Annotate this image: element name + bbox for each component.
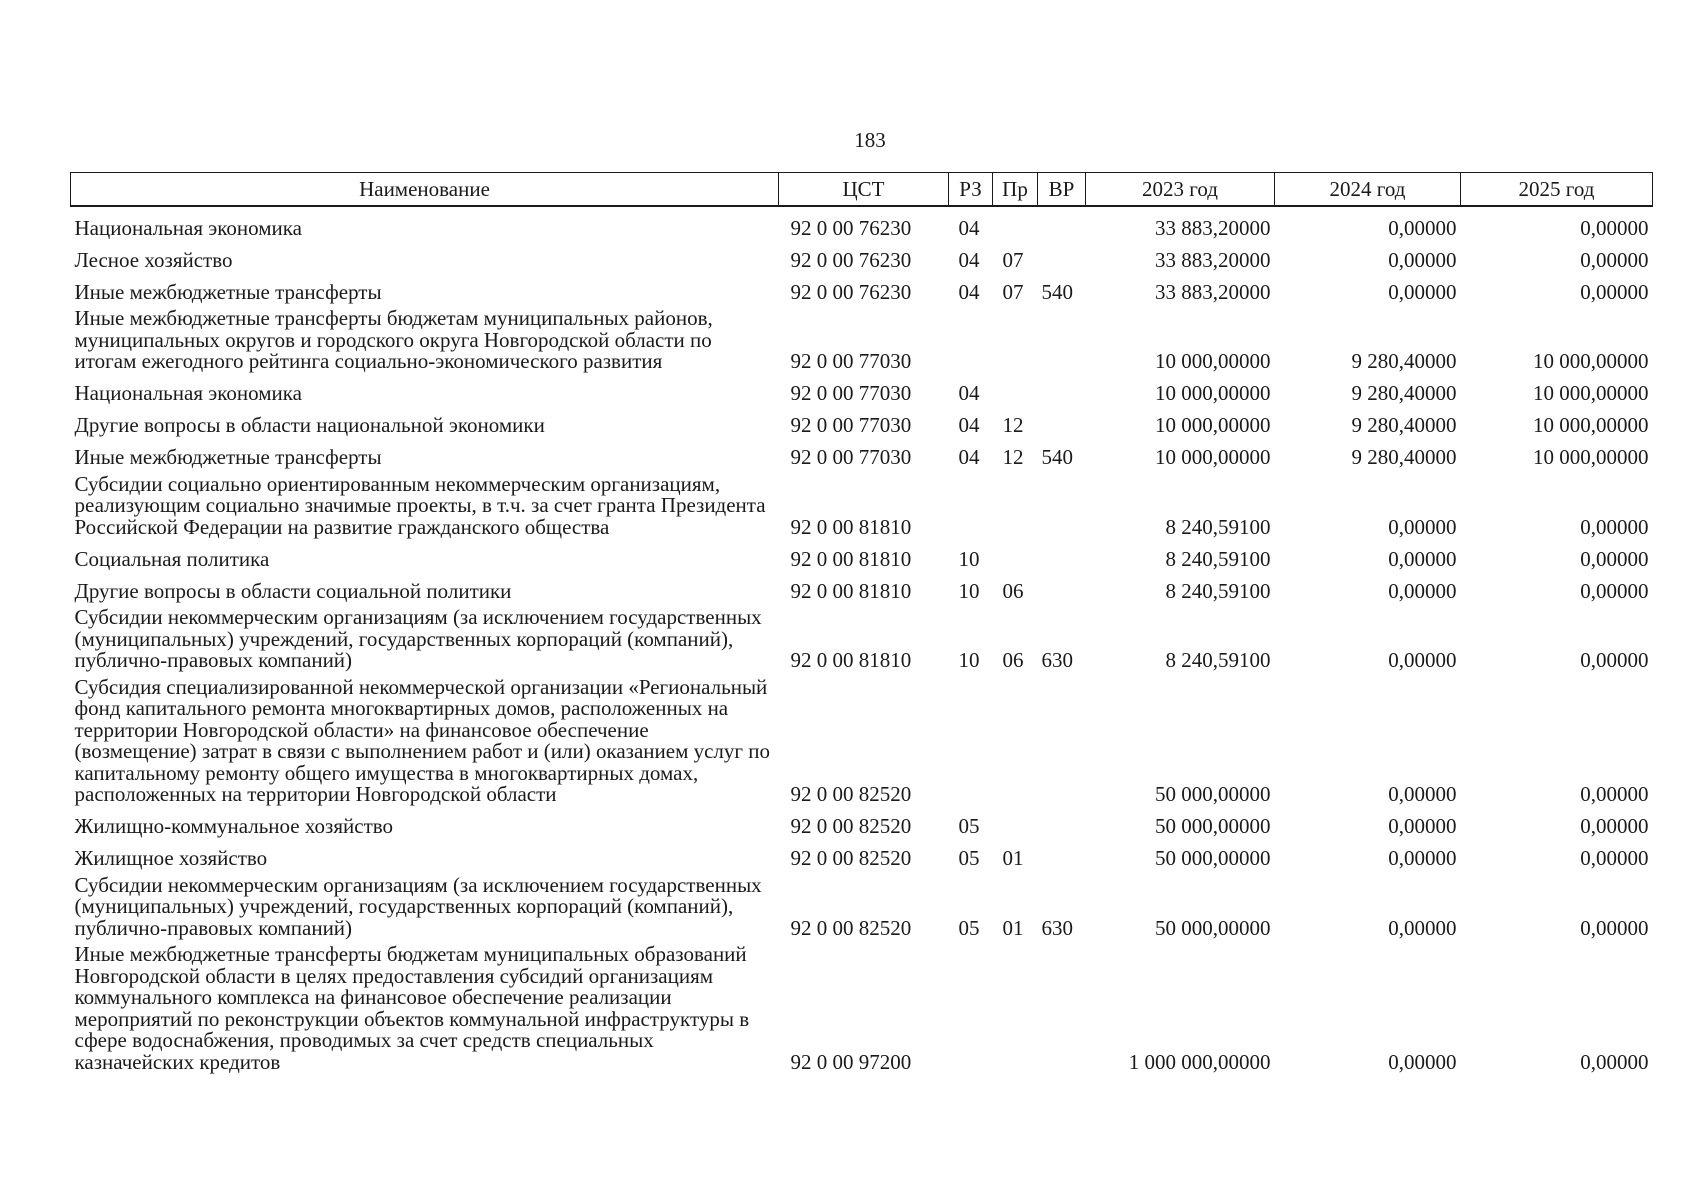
cell-pr (993, 303, 1038, 373)
table-header-row (71, 173, 1653, 207)
table-row (71, 373, 1653, 405)
cell-year-2023: 33 883,20000 (1155, 247, 1271, 272)
header-name: Наименование (71, 173, 779, 207)
cell-cst: 92 0 00 82520 (790, 782, 912, 806)
table-row (71, 602, 1653, 672)
cell-year-2023: 50 000,00000 (1155, 814, 1271, 838)
cell-rz: 10 (958, 546, 980, 571)
cell-year-2023: 50 000,00000 (1155, 782, 1271, 806)
cell-year-2023: 8 240,59100 (1165, 514, 1271, 539)
table-row (71, 469, 1653, 539)
header-vr: ВР (1038, 173, 1086, 207)
table-row (71, 271, 1653, 303)
cell-vr (1038, 373, 1086, 405)
cell-year-2025: 0,00000 (1580, 648, 1649, 672)
header-2024: 2024 год (1275, 173, 1461, 207)
cell-year-2025: 0,00000 (1580, 915, 1649, 940)
cell-year-2025: 0,00000 (1580, 279, 1649, 304)
cell-year-2025: 0,00000 (1580, 215, 1649, 240)
cell-year-2025: 0,00000 (1580, 247, 1649, 272)
cell-name: Лесное хозяйство (74, 247, 233, 272)
cell-year-2023: 1 000 000,00000 (1128, 1049, 1271, 1074)
cell-rz: 05 (958, 915, 980, 940)
cell-rz: 10 (958, 648, 980, 672)
cell-year-2024: 0,00000 (1388, 846, 1457, 870)
cell-rz: 04 (958, 445, 980, 469)
cell-rz: 05 (958, 846, 980, 870)
cell-year-2023: 8 240,59100 (1165, 648, 1271, 672)
cell-rz: 10 (958, 578, 980, 603)
cell-name: Другие вопросы в области национальной экономики (74, 413, 545, 437)
cell-year-2025: 0,00000 (1580, 514, 1649, 539)
cell-name: Другие вопросы в области социальной политики (74, 578, 512, 603)
cell-rz: 05 (958, 814, 980, 838)
cell-pr: 12 (1002, 413, 1024, 437)
cell-year-2023: 50 000,00000 (1155, 846, 1271, 870)
cell-year-2023: 50 000,00000 (1155, 915, 1271, 940)
cell-cst: 92 0 00 81810 (790, 514, 912, 539)
cell-vr (1038, 672, 1086, 806)
cell-name: Социальная политика (74, 546, 270, 571)
table-row (71, 239, 1653, 271)
cell-pr: 01 (1002, 915, 1024, 940)
cell-rz (949, 672, 993, 806)
cell-rz: 04 (958, 413, 980, 437)
cell-cst: 92 0 00 81810 (790, 546, 912, 571)
cell-year-2023: 10 000,00000 (1155, 413, 1271, 437)
cell-cst: 92 0 00 82520 (790, 846, 912, 870)
cell-year-2024: 0,00000 (1388, 648, 1457, 672)
cell-pr: 07 (1002, 279, 1024, 304)
cell-pr: 06 (1002, 578, 1024, 603)
cell-vr (1038, 469, 1086, 539)
cell-year-2025: 0,00000 (1580, 846, 1649, 870)
cell-cst: 92 0 00 77030 (790, 413, 912, 437)
cell-year-2024: 0,00000 (1388, 279, 1457, 304)
cell-pr (993, 373, 1038, 405)
table-row (71, 870, 1653, 940)
cell-pr (993, 538, 1038, 570)
header-cst: ЦСТ (779, 173, 949, 207)
cell-year-2025: 10 000,00000 (1533, 445, 1649, 469)
cell-cst: 92 0 00 77030 (790, 381, 912, 405)
cell-rz: 04 (958, 279, 980, 304)
cell-name: Национальная экономика (74, 381, 302, 405)
cell-year-2024: 0,00000 (1388, 215, 1457, 240)
cell-year-2023: 8 240,59100 (1165, 578, 1271, 603)
table-body (71, 206, 1653, 1073)
cell-pr (993, 469, 1038, 539)
table-row (71, 838, 1653, 870)
cell-vr (1038, 806, 1086, 838)
cell-vr (1038, 570, 1086, 602)
cell-rz: 04 (958, 381, 980, 405)
cell-year-2024: 9 280,40000 (1351, 413, 1457, 437)
cell-pr: 12 (1002, 445, 1024, 469)
cell-year-2024: 0,00000 (1388, 782, 1457, 806)
cell-year-2024: 0,00000 (1388, 814, 1457, 838)
table-row (71, 538, 1653, 570)
table-row (71, 806, 1653, 838)
cell-rz: 04 (958, 215, 980, 240)
cell-year-2023: 33 883,20000 (1155, 215, 1271, 240)
cell-rz: 04 (958, 247, 980, 272)
cell-name: Иные межбюджетные трансферты бюджетам муниципальных районов, муниципальных округов и городского округа Новгородской области по итогам ежегодного рейтинга социально-экономического развития (74, 306, 713, 373)
header-pr: Пр (993, 173, 1038, 207)
cell-year-2024: 0,00000 (1388, 1049, 1457, 1074)
cell-year-2024: 0,00000 (1388, 247, 1457, 272)
budget-table (70, 172, 1653, 1073)
cell-cst: 92 0 00 97200 (790, 1049, 912, 1074)
cell-rz (949, 303, 993, 373)
cell-year-2025: 0,00000 (1580, 814, 1649, 838)
cell-vr (1038, 239, 1086, 271)
header-rz: РЗ (949, 173, 993, 207)
table-row (71, 672, 1653, 806)
cell-year-2025: 0,00000 (1580, 1049, 1649, 1074)
cell-pr: 07 (1002, 247, 1024, 272)
cell-year-2023: 10 000,00000 (1155, 445, 1271, 469)
cell-name: Субсидии социально ориентированным некоммерческим организациям, реализующим социально значимые проекты, в т.ч. за счет гранта Президента Российской Федерации на развитие гражданского общества (74, 471, 766, 539)
cell-name: Иные межбюджетные трансферты (74, 279, 382, 304)
cell-cst: 92 0 00 81810 (790, 648, 912, 672)
cell-vr (1038, 405, 1086, 437)
cell-name: Субсидии некоммерческим организациям (за исключением государственных (муниципальных) учреждений, государственных корпораций (компаний), публично-правовых компаний) (74, 605, 762, 672)
cell-year-2024: 0,00000 (1388, 578, 1457, 603)
cell-name: Субсидии некоммерческим организациям (за исключением государственных (муниципальных) учреждений, государственных корпораций (компаний), публично-правовых компаний) (74, 872, 762, 940)
cell-cst: 92 0 00 82520 (790, 814, 912, 838)
cell-vr (1038, 939, 1086, 1073)
cell-year-2025: 10 000,00000 (1533, 349, 1649, 373)
cell-year-2023: 33 883,20000 (1155, 279, 1271, 304)
cell-vr (1038, 206, 1086, 239)
cell-pr (993, 206, 1038, 239)
cell-vr (1038, 303, 1086, 373)
cell-cst: 92 0 00 77030 (790, 445, 912, 469)
table-row (71, 570, 1653, 602)
cell-year-2023: 8 240,59100 (1165, 546, 1271, 571)
cell-name: Национальная экономика (74, 215, 302, 240)
header-2025: 2025 год (1461, 173, 1653, 207)
cell-year-2024: 0,00000 (1388, 514, 1457, 539)
cell-cst: 92 0 00 82520 (790, 915, 912, 940)
cell-year-2023: 10 000,00000 (1155, 349, 1271, 373)
cell-year-2025: 0,00000 (1580, 782, 1649, 806)
cell-cst: 92 0 00 77030 (790, 349, 912, 373)
cell-year-2024: 9 280,40000 (1351, 349, 1457, 373)
cell-rz (949, 469, 993, 539)
cell-year-2023: 10 000,00000 (1155, 381, 1271, 405)
cell-pr (993, 939, 1038, 1073)
table-row (71, 303, 1653, 373)
cell-name: Иные межбюджетные трансферты (74, 445, 382, 469)
cell-cst: 92 0 00 76230 (790, 279, 912, 304)
cell-cst: 92 0 00 76230 (790, 247, 912, 272)
cell-pr (993, 672, 1038, 806)
cell-cst: 92 0 00 81810 (790, 578, 912, 603)
cell-year-2025: 10 000,00000 (1533, 381, 1649, 405)
cell-year-2025: 10 000,00000 (1533, 413, 1649, 437)
cell-pr: 06 (1002, 648, 1024, 672)
cell-pr: 01 (1002, 846, 1024, 870)
cell-year-2024: 9 280,40000 (1351, 445, 1457, 469)
table-row (71, 206, 1653, 239)
cell-vr (1038, 838, 1086, 870)
cell-rz (949, 939, 993, 1073)
cell-year-2025: 0,00000 (1580, 546, 1649, 571)
cell-vr (1038, 538, 1086, 570)
cell-year-2024: 0,00000 (1388, 546, 1457, 571)
budget-table-container (70, 172, 1652, 1073)
cell-name: Субсидия специализированной некоммерческой организации «Региональный фонд капитального ремонта многоквартирных домов, расположенных на территории Новгородской области» на финансовое обеспечение (возмещение) затрат в связи с выполнением работ и (или) оказанием услуг по капитальному ремонту общего имущества в многоквартирных домах, расположенных на территории Новгородской области (74, 674, 771, 806)
cell-name: Жилищно-коммунальное хозяйство (74, 814, 394, 838)
page-number: 183 (854, 128, 886, 152)
cell-year-2025: 0,00000 (1580, 578, 1649, 603)
table-row (71, 405, 1653, 437)
header-2023: 2023 год (1086, 173, 1275, 207)
cell-vr: 630 (1041, 915, 1073, 940)
table-row (71, 437, 1653, 469)
cell-vr: 540 (1041, 279, 1073, 304)
cell-pr (993, 806, 1038, 838)
cell-name: Жилищное хозяйство (74, 846, 268, 870)
cell-year-2024: 9 280,40000 (1351, 381, 1457, 405)
cell-year-2024: 0,00000 (1388, 915, 1457, 940)
table-row (71, 939, 1653, 1073)
cell-vr: 630 (1041, 648, 1073, 672)
cell-name: Иные межбюджетные трансферты бюджетам муниципальных образований Новгородской области в целях предоставления субсидий организациям коммунального комплекса на финансовое обеспечение реализации мероприятий по реконструкции объектов коммунальной инфраструктуры в сфере водоснабжения, проводимых за счет средств специальных казначейских кредитов (74, 942, 750, 1074)
cell-cst: 92 0 00 76230 (790, 215, 912, 240)
cell-vr: 540 (1041, 445, 1073, 469)
